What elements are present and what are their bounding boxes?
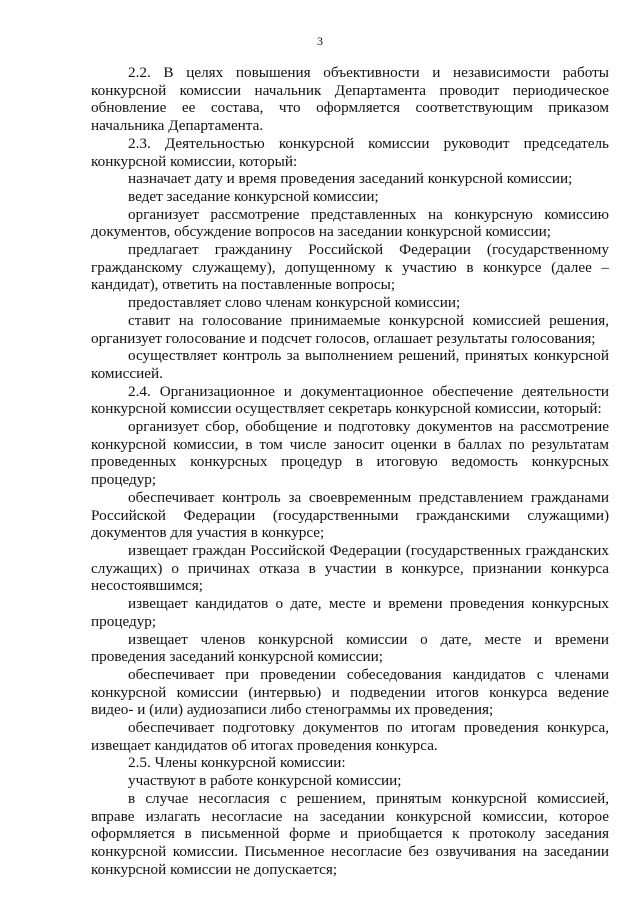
paragraph-secretary-duty-members: извещает членов конкурсной комиссии о дате, месте и времени проведения заседаний конкурсной комиссии; (91, 630, 609, 666)
paragraph-chair-duty-review: организует рассмотрение представленных на конкурсную комиссию документов, обсуждение вопросов на заседании конкурсной комиссии; (91, 205, 609, 241)
paragraph-chair-duty-floor: предоставляет слово членам конкурсной комиссии; (128, 294, 461, 312)
paragraph-secretary-duty-candidates: извещает кандидатов о дате, месте и времени проведения конкурсных процедур; (91, 595, 609, 630)
paragraph-secretary-duty-documents: организует сбор, обобщение и подготовку документов на рассмотрение конкурсной комиссии, в том числе заносит оценки в баллах по результатам проведенных конкурсных процедур в итоговую ведомость конкурсных процедур; (91, 418, 609, 489)
paragraph-2-3: 2.3. Деятельностью конкурсной комиссии руководит председатель конкурсной комиссии, который: (91, 134, 609, 170)
paragraph-secretary-duty-refusal: извещает граждан Российской Федерации (государственных гражданских служащих) о причинах отказа в участии в конкурсе, признании конкурса несостоявшимся; (91, 541, 609, 595)
paragraph-member-duty-participate: участвуют в работе конкурсной комиссии; (128, 772, 402, 790)
paragraph-secretary-duty-submission: обеспечивает контроль за своевременным представлением гражданами Российской Федерации (государственными гражданскими служащими) документов для участия в конкурсе; (91, 488, 609, 542)
paragraph-secretary-duty-results: обеспечивает подготовку документов по итогам проведения конкурса, извещает кандидатов об итогах проведения конкурса. (91, 719, 609, 754)
paragraph-chair-duty-questions: предлагает гражданину Российской Федерации (государственному гражданскому служащему), допущенному к участию в конкурсе (далее – кандидат), ответить на поставленные вопросы; (91, 241, 609, 294)
page-number: 3 (317, 34, 323, 48)
paragraph-member-duty-dissent: в случае несогласия с решением, принятым конкурсной комиссией, вправе излагать несогласие на заседании конкурсной комиссии, которое оформляется в письменной форме и приобщается к протоколу заседания конкурсной комиссии. Письменное несогласие без озвучивания на заседании конкурсной комиссии не допускается; (91, 789, 609, 878)
paragraph-2-2: 2.2. В целях повышения объективности и независимости работы конкурсной комиссии начальник Департамента проводит периодическое обновление ее состава, что оформляется соответствующим приказом начальника Департамента. (91, 64, 609, 135)
paragraph-2-4: 2.4. Организационное и документационное обеспечение деятельности конкурсной комиссии осуществляет секретарь конкурсной комиссии, который: (91, 382, 609, 418)
paragraph-secretary-duty-recording: обеспечивает при проведении собеседования кандидатов с членами конкурсной комиссии (интервью) и подведении итогов конкурса ведение видео- и (или) аудиозаписи либо стенограммы их проведения; (91, 665, 609, 719)
paragraph-chair-duty-control: осуществляет контроль за выполнением решений, принятых конкурсной комиссией. (91, 347, 609, 382)
paragraph-chair-duty-leads: ведет заседание конкурсной комиссии; (128, 187, 379, 205)
paragraph-chair-duty-dates: назначает дату и время проведения заседаний конкурсной комиссии; (128, 170, 573, 188)
document-body (91, 64, 609, 878)
paragraph-chair-duty-voting: ставит на голосование принимаемые конкурсной комиссией решения, организует голосование и подсчет голосов, оглашает результаты голосования; (91, 311, 609, 347)
paragraph-2-5: 2.5. Члены конкурсной комиссии: (128, 754, 346, 772)
